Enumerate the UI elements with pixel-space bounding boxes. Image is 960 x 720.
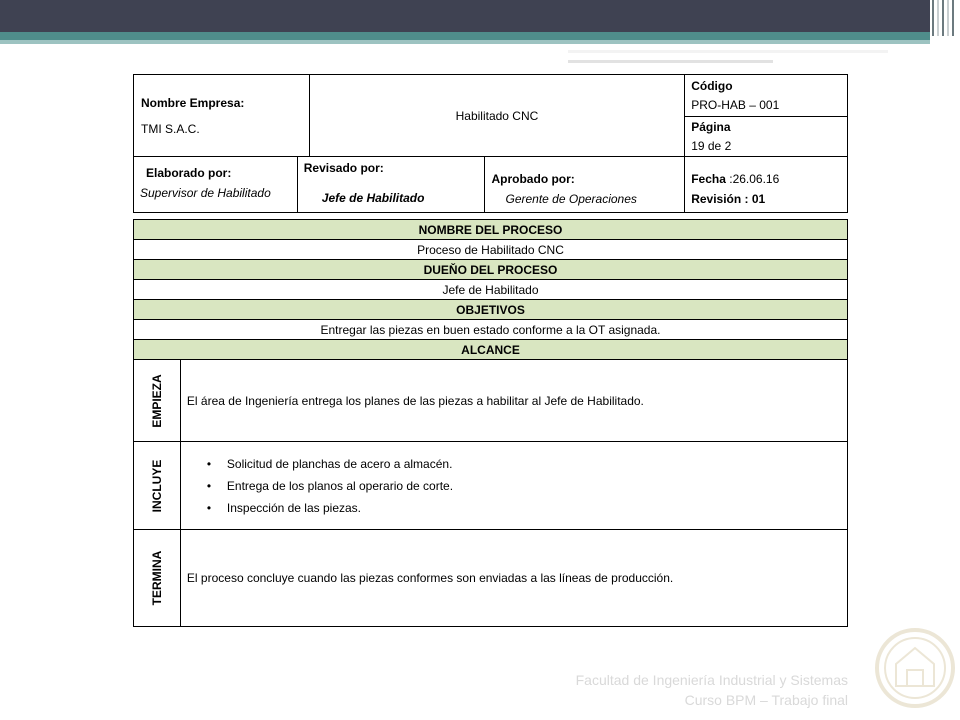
date-value: :26.06.16 bbox=[729, 172, 780, 186]
slide-teal-band bbox=[0, 32, 930, 40]
university-seal-icon bbox=[874, 624, 956, 712]
page-cell bbox=[685, 117, 848, 157]
starts-label: EMPIEZA bbox=[149, 373, 164, 428]
reviewed-cell bbox=[297, 157, 485, 213]
footer-faculty: Facultad de Ingeniería Industrial y Sistemas bbox=[575, 672, 848, 688]
approved-label: Aprobado por: bbox=[491, 172, 575, 186]
objectives-value: Entregar las piezas en buen estado conforme a la OT asignada. bbox=[134, 320, 848, 340]
ends-label-cell bbox=[134, 530, 181, 627]
process-name-header: NOMBRE DEL PROCESO bbox=[134, 220, 848, 240]
decor-right-stripe bbox=[942, 0, 944, 36]
includes-label: INCLUYE bbox=[149, 459, 164, 512]
company-name: TMI S.A.C. bbox=[141, 121, 200, 136]
process-owner-value: Jefe de Habilitado bbox=[134, 280, 848, 300]
company-cell bbox=[134, 75, 310, 157]
process-owner-header: DUEŇO DEL PROCESO bbox=[134, 260, 848, 280]
objectives-header: OBJETIVOS bbox=[134, 300, 848, 320]
includes-label-cell bbox=[134, 442, 181, 530]
date-cell bbox=[685, 157, 848, 213]
slide-teal-band-light bbox=[0, 40, 930, 44]
code-cell bbox=[685, 75, 848, 117]
footer-course: Curso BPM – Trabajo final bbox=[684, 692, 848, 708]
elaborated-value: Supervisor de Habilitado bbox=[140, 186, 271, 200]
elaborated-label: Elaborado por: bbox=[146, 166, 232, 180]
page-value: 19 de 2 bbox=[691, 138, 732, 153]
code-value: PRO-HAB – 001 bbox=[691, 97, 780, 112]
ends-label: TERMINA bbox=[149, 550, 164, 606]
list-item: • Solicitud de planchas de acero a almacén. bbox=[207, 453, 847, 475]
elaborated-cell bbox=[134, 157, 298, 213]
document-header-table bbox=[133, 74, 848, 213]
includes-cell bbox=[180, 442, 847, 530]
starts-label-cell bbox=[134, 360, 181, 442]
page-label: Página bbox=[691, 119, 731, 134]
list-item: • Entrega de los planos al operario de corte. bbox=[207, 475, 847, 497]
includes-list bbox=[187, 453, 847, 519]
decor-line-short bbox=[568, 60, 773, 63]
date-label: Fecha bbox=[691, 172, 726, 186]
slide-top-bar bbox=[0, 0, 930, 32]
decor-right-stripe bbox=[952, 0, 954, 36]
reviewed-label: Revisado por: bbox=[303, 161, 384, 175]
ends-text: El proceso concluye cuando las piezas conformes son enviadas a las líneas de producción. bbox=[180, 530, 847, 627]
approved-value: Gerente de Operaciones bbox=[505, 192, 637, 206]
reviewed-value: Jefe de Habilitado bbox=[321, 191, 425, 205]
revision-label: Revisión : 01 bbox=[691, 192, 766, 206]
document-title: Habilitado CNC bbox=[309, 75, 684, 157]
starts-text: El área de Ingeniería entrega los planes de las piezas a habilitar al Jefe de Habilitado. bbox=[180, 360, 847, 442]
process-name-value: Proceso de Habilitado CNC bbox=[134, 240, 848, 260]
decor-right-stripe bbox=[937, 0, 939, 36]
process-table bbox=[133, 219, 848, 627]
company-label: Nombre Empresa: bbox=[141, 95, 245, 110]
scope-header: ALCANCE bbox=[134, 340, 848, 360]
code-label: Código bbox=[691, 78, 733, 93]
decor-line bbox=[568, 50, 888, 53]
decor-right-stripe bbox=[947, 0, 949, 36]
decor-right-stripe bbox=[932, 0, 934, 36]
list-item: • Inspección de las piezas. bbox=[207, 497, 847, 519]
approved-cell bbox=[485, 157, 685, 213]
